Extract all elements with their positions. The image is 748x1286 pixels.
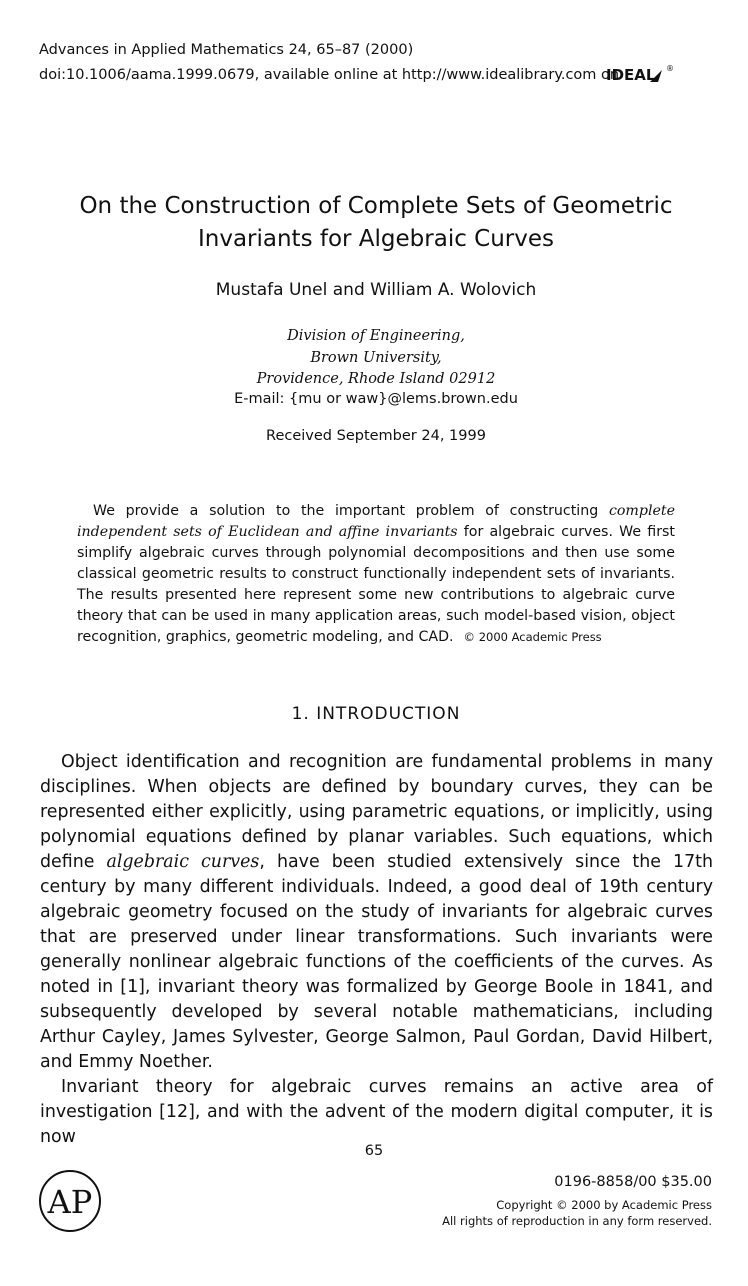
svg-text:®: ® — [666, 64, 674, 73]
paragraph-1-text-1: Object identification and recognition are fundamental problems in many disciplines. When objects are defined by boundary curves, they can be represented either explicitly, using parametric equations, or implicitly, using polynomial equations defined by planar variables. Such equations, which define — [40, 752, 713, 872]
academic-press-logo — [38, 1169, 102, 1233]
authors: Mustafa Unel and William A. Wolovich — [215, 280, 537, 300]
ideal-library-logo — [606, 62, 676, 90]
affiliation-line-2: Brown University, — [310, 349, 442, 366]
received-date: Received September 24, 1999 — [266, 428, 486, 444]
affiliation-line-1: Division of Engineering, — [287, 328, 465, 344]
title-line-1: On the Construction of Complete Sets of Geometric — [79, 193, 673, 219]
doi-line: doi:10.1006/aama.1999.0679, available online at http://www.idealibrary.com on — [39, 67, 620, 83]
journal-citation: Advances in Applied Mathematics 24, 65–87 (2000) — [39, 42, 414, 58]
title-line-2: Invariants for Algebraic Curves — [197, 226, 555, 252]
abstract-text-2: for algebraic curves. We first simplify algebraic curves through polynomial decompositions and then use some classical geometric results to construct functionally independent sets of invariants. The results presented here represent some new contributions to algebraic curve theory that can be used in many application areas, such model-based vision, object recognition, graphics, geometric modeling, and CAD. — [77, 524, 675, 645]
body-text — [40, 750, 713, 1150]
abstract — [77, 501, 675, 648]
paragraph-1 — [40, 750, 713, 1075]
affiliation-line-3: Providence, Rhode Island 02912 — [256, 371, 496, 387]
paper-title — [40, 190, 712, 256]
issn-price: 0196-8858/00 $35.00 — [554, 1174, 712, 1190]
paragraph-1-emphasis: algebraic curves — [106, 852, 260, 872]
section-heading: 1. INTRODUCTION — [291, 704, 461, 724]
rights-line: All rights of reproduction in any form reserved. — [442, 1214, 712, 1228]
affiliation — [40, 326, 712, 391]
copyright-line: Copyright © 2000 by Academic Press — [496, 1198, 712, 1212]
page-number: 65 — [364, 1143, 384, 1159]
abstract-text-1: We provide a solution to the important problem of constructing — [93, 503, 609, 519]
svg-text:AP: AP — [47, 1183, 93, 1221]
svg-text:IDEAL: IDEAL — [606, 66, 656, 84]
paragraph-1-text-2: , have been studied extensively since the 17th century by many different individuals. Indeed, a good deal of 19th century algebraic geometry focused on the study of invariants for algebraic curves that are preserved under linear transformations. Such invariants were generally nonlinear algebraic functions of the coefficients of the curves. As noted in [1], invariant theory was formalized by George Boole in 1841, and subsequently developed by several notable mathematicians, including Arthur Cayley, James Sylvester, George Salmon, Paul Gordan, David Hilbert, and Emmy Noether. — [40, 852, 714, 1072]
abstract-copyright: © 2000 Academic Press — [463, 630, 602, 644]
paragraph-2: Invariant theory for algebraic curves remains an active area of investigation [12], and with the advent of the modern digital computer, it is now — [40, 1077, 713, 1147]
author-email: E-mail: {mu or waw}@lems.brown.edu — [234, 391, 518, 407]
abstract-emphasis: complete independent sets of Euclidean and affine invariants — [77, 503, 675, 540]
